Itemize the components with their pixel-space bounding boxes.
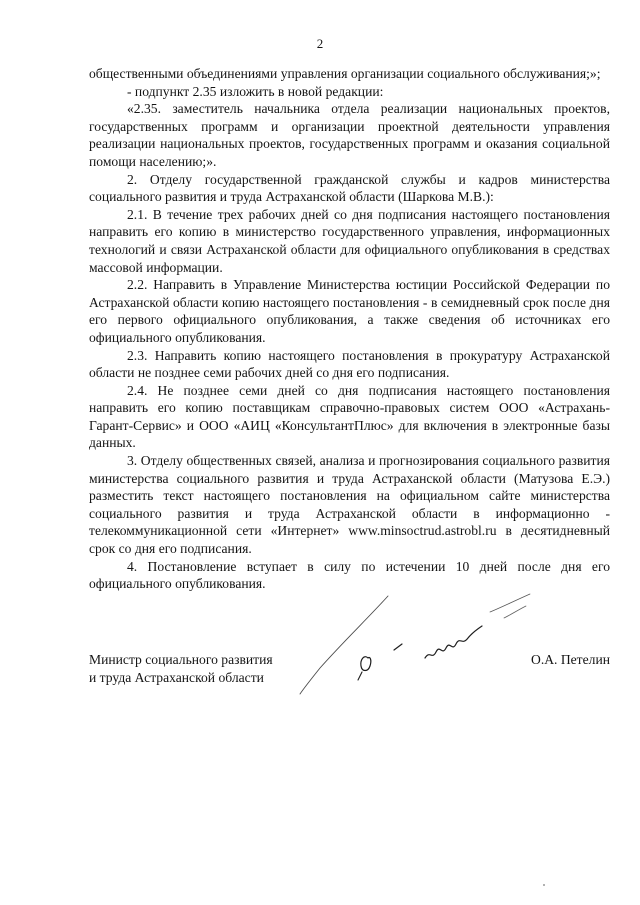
paragraph-item-2-3: 2.3. Направить копию настоящего постановления в прокуратуру Астраханской области не позднее семи рабочих дней со дня его подписания. xyxy=(89,347,610,381)
signatory-title-line-1: Министр социального развития xyxy=(89,652,273,667)
scan-artifact xyxy=(543,884,545,886)
paragraph-item-2-4: 2.4. Не позднее семи дней со дня подписания настоящего постановления направить его копию поставщикам справочно-правовых систем ООО «Астрахань-Гарант-Сервис» и ООО «АИЦ «КонсультантПлюс» для включения в электронные базы данных. xyxy=(89,382,610,451)
paragraph-subpoint-intro: - подпункт 2.35 изложить в новой редакции: xyxy=(127,83,384,99)
paragraph-item-2-1: 2.1. В течение трех рабочих дней со дня подписания настоящего постановления направить его копию в министерство государственного управления, информационных технологий и связи Астраханской области для официального опубликования в средствах массовой информации. xyxy=(89,206,610,275)
paragraph-item-4: 4. Постановление вступает в силу по истечении 10 дней после дня его официального опубликования. xyxy=(89,558,610,592)
paragraph-item-2: 2. Отделу государственной гражданской службы и кадров министерства социального развития и труда Астраханской области (Шаркова М.В.): xyxy=(89,171,610,205)
signature-block xyxy=(89,645,610,705)
paragraph-quoted-2-35: «2.35. заместитель начальника отдела реализации национальных проектов, государственных программ и организации проектной деятельности управления реализации национальных проектов, государственных программ и оказания социальной помощи населению;». xyxy=(89,101,610,169)
signatory-name: О.А. Петелин xyxy=(531,652,610,667)
paragraph-item-2-2: 2.2. Направить в Управление Министерства юстиции Российской Федерации по Астраханской области копию настоящего постановления - в семидневный срок после дня его первого официального опубликования, а также сведения об источниках его официального опубликования. xyxy=(89,277,610,345)
paragraph-continuation: общественными объединениями управления организации социального обслуживания;»; xyxy=(89,66,601,81)
signatory-title xyxy=(89,651,309,686)
signatory-title-line-2: и труда Астраханской области xyxy=(89,669,264,685)
page-number: 2 xyxy=(316,36,324,51)
paragraph-item-3: 3. Отделу общественных связей, анализа и прогнозирования социального развития министерства социального развития и труда Астраханской области (Матузова Е.Э.) разместить текст настоящего постановления на официальном сайте министерства социального развития и труда Астраханской области в информационно - телекоммуникационной сети «Интернет» www.minsoctrud.astrobl.ru в десятидневный срок со дня его подписания. xyxy=(89,453,610,557)
document-body xyxy=(89,65,610,593)
